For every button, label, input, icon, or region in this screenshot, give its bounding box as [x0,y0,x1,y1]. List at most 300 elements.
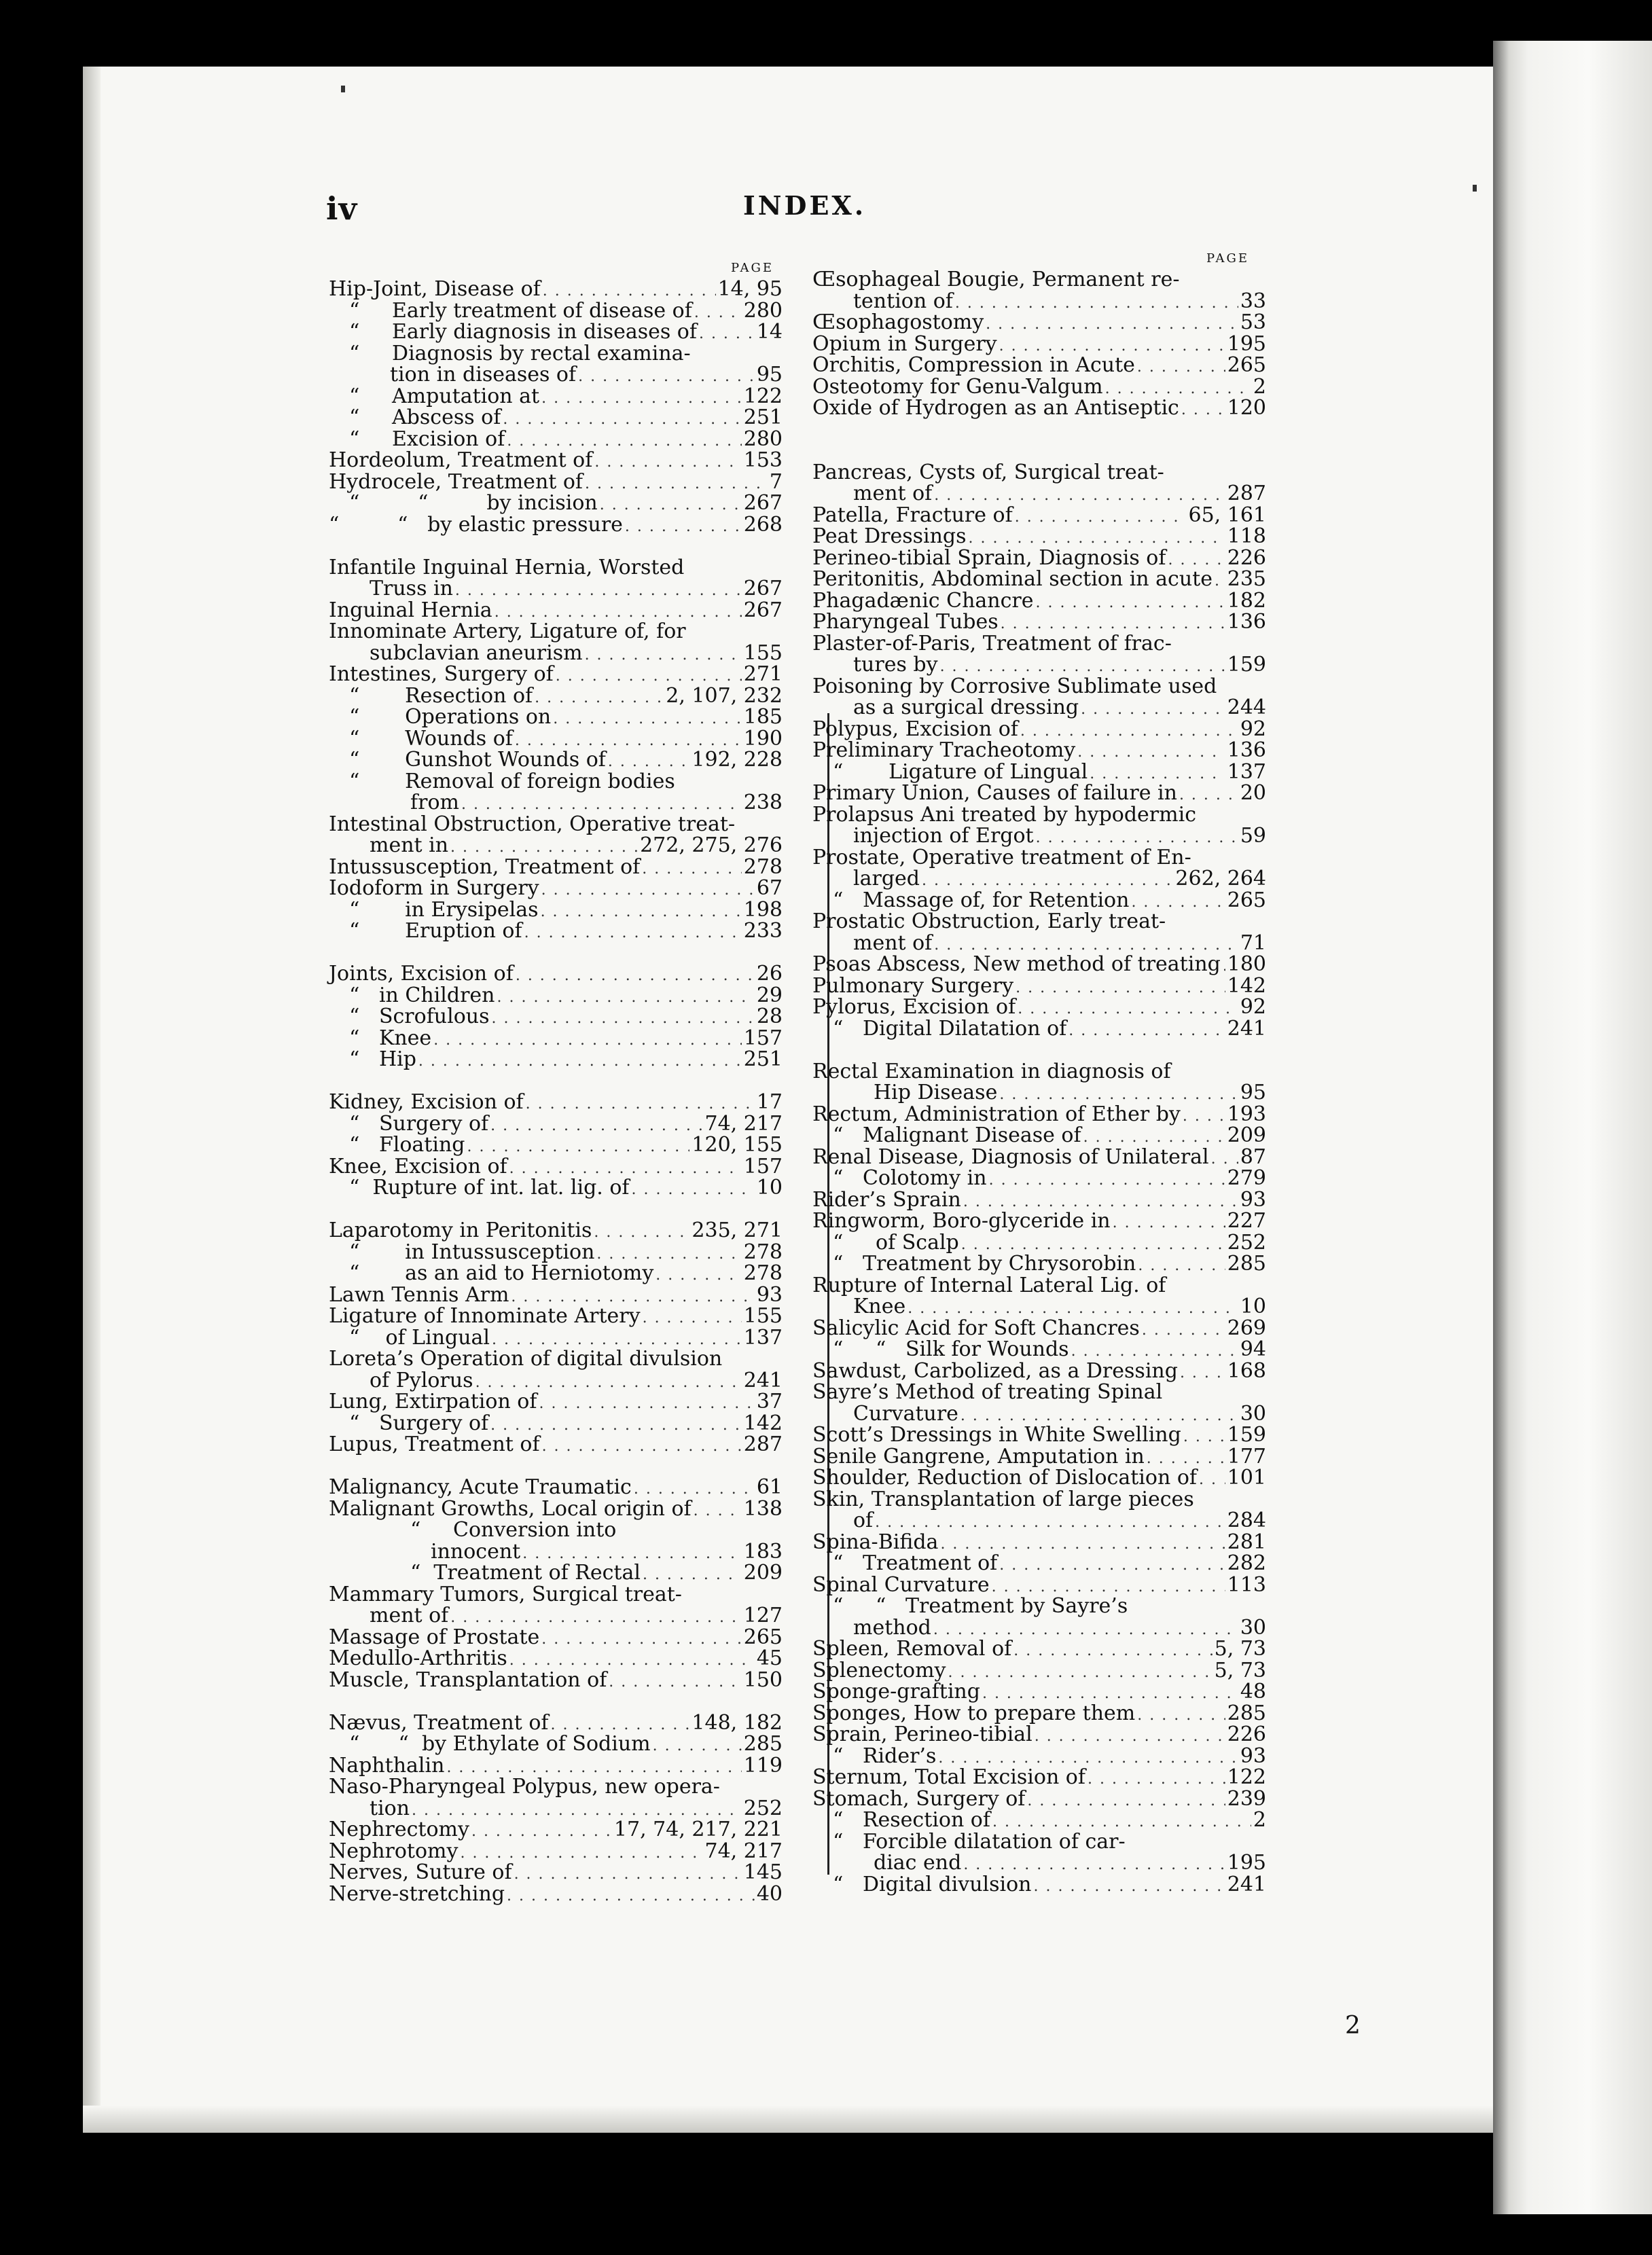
index-entry-page: 20 [1240,781,1266,805]
index-entry-page: 93 [756,1282,783,1307]
index-entry-page: 267 [743,577,783,600]
index-entry-term: “ Treatment of Rectal [410,1561,641,1585]
index-entry [812,954,1266,975]
index-entry [329,985,783,1007]
index-entry-term: “ of Scalp [833,1230,959,1255]
dot-leader [1077,742,1225,763]
index-entry-term: “ Gunshot Wounds of [349,748,606,772]
dot-leader [1081,699,1225,721]
index-entry [812,611,1266,633]
index-entry-page: 95 [756,363,783,386]
index-entry [812,1553,1266,1574]
index-entry-term: Salicylic Acid for Soft Chancres [812,1316,1140,1340]
index-entry-term: Peritonitis, Abdominal section in acute [812,567,1213,591]
index-entry-page: 251 [743,1047,783,1071]
index-entry-page: 239 [1227,1786,1266,1811]
index-entry-term: Truss in [370,577,453,600]
index-entry [812,1210,1266,1232]
page-column-label-left: PAGE [731,261,774,275]
index-entry [812,483,1266,505]
index-entry [812,397,1266,419]
index-entry-page: 265 [1227,888,1266,912]
index-entry [329,899,783,921]
index-entry-term: ment in [370,833,449,857]
index-entry-page: 183 [743,1539,783,1564]
index-entry-page: 93 [1240,1187,1266,1212]
index-entry [329,1776,783,1798]
index-entry-page: 53 [1240,310,1266,334]
index-entry-page: 238 [743,791,783,814]
index-entry-term: “ Digital divulsion [833,1872,1032,1896]
index-entry-term: ment of [370,1604,449,1627]
index-entry [812,569,1266,590]
index-entry-term: Hip-Joint, Disease of [329,277,541,301]
dot-leader [694,302,742,324]
index-entry [329,1177,783,1199]
index-entry [329,1156,783,1178]
index-entry-page: 157 [743,1154,783,1178]
index-entry-page: 48 [1240,1680,1266,1703]
index-entry [329,1242,783,1263]
index-entry-term: Laparotomy in Peritonitis [329,1219,592,1242]
index-entry-page: 40 [756,1881,783,1906]
dot-leader [1183,1106,1225,1128]
index-entry-term: Nerve-stretching [329,1881,505,1906]
index-entry [329,321,783,343]
index-column-right [812,269,1266,1895]
index-entry-term: Oxide of Hydrogen as an Antiseptic [812,396,1179,420]
index-entry-term: “ Excision of [349,427,505,451]
dot-leader [948,1662,1213,1684]
index-entry-page: 227 [1227,1209,1266,1233]
index-entry-term: Sawdust, Carbolized, as a Dressing [812,1358,1178,1383]
entry-spacer [812,440,1266,462]
index-entry-term: injection of Ergot [853,824,1034,848]
index-entry-page: 287 [1227,482,1266,505]
index-entry-term: “ Diagnosis by rectal examina- [349,341,691,365]
dot-leader [653,1735,742,1757]
dot-leader [1027,1790,1225,1812]
index-entry-term: “ Ligature of Lingual [833,759,1088,784]
index-entry-term: “ Surgery of [349,1111,489,1136]
index-entry-term: tention of [853,289,953,313]
index-entry-term: subclavian aneurism [370,641,583,665]
index-entry [329,1667,783,1692]
index-entry-term: “ in Erysipelas [349,897,539,922]
dot-leader [1016,977,1225,999]
index-entry-term: Hordeolum, Treatment of [329,448,593,472]
index-entry [812,1403,1266,1425]
index-entry-page: 74, 217 [704,1839,783,1863]
index-entry-term: Iodoform in Surgery [329,876,539,900]
index-entry-term: “ Rupture of int. lat. lig. of [349,1176,630,1199]
index-entry [329,1605,783,1627]
ink-speck [1473,185,1477,192]
index-entry-term: Ligature of Innominate Artery [329,1304,641,1328]
index-entry-term: of [853,1509,874,1532]
index-entry-term: “ Early treatment of disease of [349,298,692,323]
index-entry-page: 226 [1227,1722,1266,1746]
index-entry-term: “ “ Treatment by Sayre’s [833,1594,1128,1618]
index-entry-term: Nephrotomy [329,1839,459,1863]
index-entry [812,697,1266,719]
index-column-left [329,278,783,1905]
index-entry [329,1284,783,1306]
index-entry-term: Medullo-Arthritis [329,1646,507,1670]
index-entry-term: Patella, Fracture of [812,503,1013,527]
index-entry [329,963,783,985]
index-entry-page: 155 [743,1304,783,1328]
index-entry-term: Nævus, Treatment of [329,1710,549,1735]
index-entry-term: Prostatic Obstruction, Early treat- [812,909,1166,933]
index-entry-term: Shoulder, Reduction of Dislocation of [812,1466,1197,1490]
dot-leader [1137,357,1225,378]
dot-leader [986,314,1238,336]
index-entry-page: 65, 161 [1188,503,1266,527]
index-entry-term: Curvature [853,1401,958,1426]
index-entry-page: 278 [743,854,783,879]
index-entry-page: 145 [743,1860,783,1884]
index-entry [329,471,783,493]
dot-leader [585,645,742,666]
index-entry [812,1189,1266,1211]
index-entry-page: 122 [1227,1765,1266,1789]
index-entry-page: 5, 73 [1214,1658,1266,1682]
index-entry-page: 95 [1240,1081,1266,1104]
index-entry [329,1391,783,1413]
index-entry-page: 280 [743,298,783,323]
page-left-edge [83,67,101,2133]
dot-leader [524,922,742,944]
dot-leader [541,1629,742,1650]
dot-leader [1183,1426,1225,1448]
index-entry-page: 262, 264 [1175,867,1266,890]
index-entry-page: 226 [1227,545,1266,570]
index-entry-page: 120, 155 [692,1133,783,1157]
index-entry-page: 2 [1253,1808,1266,1832]
index-entry [329,835,783,856]
index-entry-term: from [410,791,459,814]
dot-leader [642,859,741,880]
index-entry-term: “ Resection of [349,683,533,708]
index-entry-page: 265 [743,1625,783,1649]
index-entry-term: Loreta’s Operation of digital divulsion [329,1347,723,1371]
index-entry [812,291,1266,312]
entry-spacer [329,1199,783,1221]
index-entry-page: 280 [743,427,783,451]
index-entry [812,1532,1266,1553]
index-entry-page: 285 [1227,1701,1266,1725]
index-entry-page: 177 [1227,1444,1266,1468]
index-entry [812,462,1266,484]
index-entry-page: 118 [1227,524,1266,548]
dot-leader [507,1886,755,1907]
index-entry-term: Spleen, Removal of [812,1637,1012,1661]
index-entry [812,1144,1266,1169]
index-entry-page: 127 [743,1604,783,1627]
dot-leader [503,409,741,431]
index-entry-page: 28 [756,1005,783,1028]
index-entry-term: “ Knee [349,1026,432,1050]
index-entry [812,1467,1266,1489]
index-entry [329,600,783,621]
index-entry [812,547,1266,569]
dot-leader [1036,592,1225,614]
index-entry-term: Knee [853,1295,906,1318]
index-entry [812,526,1266,547]
dot-leader [594,1222,689,1244]
index-entry-term: Pylorus, Excision of [812,995,1016,1019]
index-entry [329,1113,783,1135]
index-entry-term: Naso-Pharyngeal Polypus, new opera- [329,1775,720,1799]
index-entry [812,890,1266,912]
index-entry [329,278,783,300]
index-entry-page: 265 [1227,353,1266,377]
dot-leader [1088,1769,1225,1790]
index-entry-term: Opium in Surgery [812,331,997,356]
index-entry-page: 233 [743,919,783,943]
index-entry [329,1733,783,1755]
index-entry-page: 268 [743,512,783,537]
index-entry [812,868,1266,890]
index-entry-term: Sayre’s Method of treating Spinal [812,1380,1163,1404]
index-entry [812,1703,1266,1725]
index-entry [812,804,1266,826]
dot-leader [989,1170,1225,1191]
index-entry-term: Stomach, Surgery of [812,1786,1026,1811]
dot-leader [433,1030,742,1051]
index-entry-term: Hip Disease [874,1081,998,1104]
index-entry-page: 67 [756,876,783,900]
index-entry-term: Rectum, Administration of Ether by [812,1102,1181,1126]
index-entry-term: Rider’s Sprain [812,1187,961,1212]
index-entry-page: 241 [1227,1872,1266,1896]
dot-leader [418,1051,742,1072]
index-entry [812,1125,1266,1147]
dot-leader [553,708,742,730]
index-entry-term: Lupus, Treatment of [329,1432,540,1456]
dot-leader [1142,1320,1225,1341]
index-entry-term: of Pylorus [370,1368,473,1392]
index-entry [812,1275,1266,1297]
index-entry-term: Scott’s Dressings in White Swelling [812,1423,1181,1447]
index-entry-page: 93 [1240,1744,1266,1768]
index-entry-page: 2 [1253,374,1266,399]
index-entry-page: 281 [1227,1530,1266,1554]
index-entry-page: 195 [1227,331,1266,356]
index-entry [329,685,783,707]
dot-leader [656,1265,741,1286]
index-entry-term: “ Resection of [833,1808,990,1832]
index-entry-term: Spina-Bifida [812,1530,939,1554]
index-entry-page: 192, 228 [692,748,783,772]
index-entry-term: “ as an aid to Herniotomy [349,1261,654,1285]
index-entry-term: “ Colotomy in [833,1166,987,1190]
dot-leader [1113,1212,1225,1234]
index-entry-page: 198 [743,897,783,922]
dot-leader [535,687,664,709]
index-entry [329,1519,783,1541]
index-entry [812,782,1266,804]
index-entry [812,1082,1266,1104]
index-entry [329,878,783,899]
dot-leader [1215,571,1225,592]
book-page [83,67,1493,2133]
index-entry [812,825,1266,847]
index-entry [329,1370,783,1392]
ink-speck [341,86,345,92]
index-entry-page: 168 [1227,1358,1266,1383]
index-entry-page: 136 [1227,610,1266,634]
index-entry [329,1134,783,1156]
index-entry-page: 2, 107, 232 [666,683,783,708]
index-entry-term: Prolapsus Ani treated by hypodermic [812,802,1196,827]
index-entry-term: “ Digital Dilatation of [833,1016,1067,1041]
index-entry-term: Rectal Examination in diagnosis of [812,1059,1171,1083]
index-entry [329,1584,783,1606]
index-entry [812,933,1266,954]
index-entry-term: “ Removal of foreign bodies [349,769,675,793]
index-entry [812,590,1266,612]
index-entry-term: larged [853,867,920,890]
index-entry [329,514,783,536]
index-entry [329,1755,783,1777]
index-entry-page: 10 [1240,1295,1266,1318]
dot-leader [999,1555,1225,1576]
index-entry-term: “ Eruption of [349,919,522,943]
index-entry-term: “ Scrofulous [349,1005,490,1028]
index-entry [812,312,1266,333]
index-entry-term: “ Treatment by Chrysorobin [833,1252,1136,1276]
index-entry [329,1562,783,1584]
dot-leader [632,1179,755,1201]
index-entry-page: 159 [1227,653,1266,676]
index-entry [812,1018,1266,1040]
index-entry [812,1788,1266,1810]
index-entry [329,364,783,386]
index-entry-term: Senile Gangrene, Amputation in [812,1444,1145,1468]
index-entry-page: 252 [743,1796,783,1820]
index-entry-page: 71 [1240,931,1266,955]
index-entry-page: 182 [1227,588,1266,613]
index-entry [329,1263,783,1284]
index-entry-page: 142 [1227,973,1266,998]
index-entry-page: 120 [1227,396,1266,420]
index-entry-term: Nerves, Suture of [329,1860,512,1884]
dot-leader [1223,956,1225,977]
index-entry-page: 92 [1240,995,1266,1019]
index-entry [329,429,783,450]
dot-leader [609,1672,741,1693]
page-title: INDEX. [743,190,867,221]
entry-spacer [812,1039,1266,1061]
index-entry-page: 150 [743,1667,783,1692]
index-entry-term: Pharyngeal Tubes [812,610,999,634]
index-entry-term: Nephrectomy [329,1818,469,1841]
index-entry [812,376,1266,398]
index-entry-page: 148, 182 [692,1710,783,1735]
index-entry [329,300,783,322]
index-entry [329,792,783,814]
index-entry [329,814,783,835]
index-entry-page: 113 [1227,1572,1266,1597]
index-entry-page: 180 [1227,952,1266,976]
index-entry-term: innocent [431,1539,521,1564]
index-entry-term: “ Hip [349,1047,416,1071]
index-entry-page: 92 [1240,717,1266,741]
index-entry-page: 137 [743,1325,783,1350]
index-entry-term: “ Treatment of [833,1551,998,1575]
index-entry-term: Prostate, Operative treatment of En- [812,845,1191,869]
index-entry [812,740,1266,761]
index-entry [329,1883,783,1905]
index-entry-term: “ “ by elastic pressure [329,512,623,537]
dot-leader [1181,399,1225,421]
index-entry [329,1798,783,1820]
index-entry-page: 190 [743,726,783,751]
index-entry-term: Kidney, Excision of [329,1090,524,1114]
index-entry [812,1874,1266,1896]
index-entry [812,1746,1266,1767]
index-entry [329,1627,783,1648]
index-entry-term: Skin, Transplantation of large pieces [812,1487,1194,1511]
index-entry-page: 278 [743,1261,783,1285]
index-entry-term: Intestinal Obstruction, Operative treat- [329,812,736,836]
index-entry-term: Phagadænic Chancre [812,588,1034,613]
index-entry-page: 185 [743,705,783,729]
index-entry-term: Muscle, Transplantation of [329,1667,607,1692]
index-entry-page: 87 [1240,1144,1266,1169]
index-entry-term: Œsophagostomy [812,310,984,334]
index-entry-page: 138 [743,1496,783,1521]
index-entry-term: “ Malignant Disease of [833,1123,1081,1147]
index-entry-term: Pulmonary Surgery [812,973,1014,998]
index-entry-page: 269 [1227,1316,1266,1340]
index-entry-page: 30 [1240,1401,1266,1426]
dot-leader [1015,507,1187,528]
index-entry-page: 267 [743,491,783,515]
index-entry [812,1681,1266,1703]
dot-leader [1013,1640,1212,1662]
index-entry [329,1092,783,1113]
index-entry [329,664,783,685]
index-entry-term: Osteotomy for Genu-Valgum [812,374,1103,399]
index-entry-term: Peat Dressings [812,524,967,548]
index-entry-term: “ “ by Ethylate of Sodium [349,1732,651,1756]
index-entry-term: Sprain, Perineo-tibial [812,1722,1032,1746]
index-entry [329,1819,783,1841]
index-entry-term: Poisoning by Corrosive Sublimate used [812,674,1217,698]
dot-leader [699,323,755,345]
index-entry [812,975,1266,997]
index-entry-page: 137 [1227,759,1266,784]
index-entry-page: 241 [1227,1016,1266,1041]
dot-leader [955,293,1238,314]
index-entry [329,1712,783,1734]
index-entry [329,856,783,878]
index-entry-term: Spinal Curvature [812,1572,990,1597]
entry-spacer [329,1070,783,1092]
page-number-roman: iv [326,190,358,227]
index-entry [329,920,783,942]
index-entry [329,492,783,514]
index-entry-page: 278 [743,1240,783,1264]
index-entry [329,578,783,600]
index-entry [812,911,1266,933]
index-entry-term: Polypus, Excision of [812,717,1018,741]
index-entry [812,1595,1266,1617]
index-entry-page: 10 [756,1176,783,1199]
